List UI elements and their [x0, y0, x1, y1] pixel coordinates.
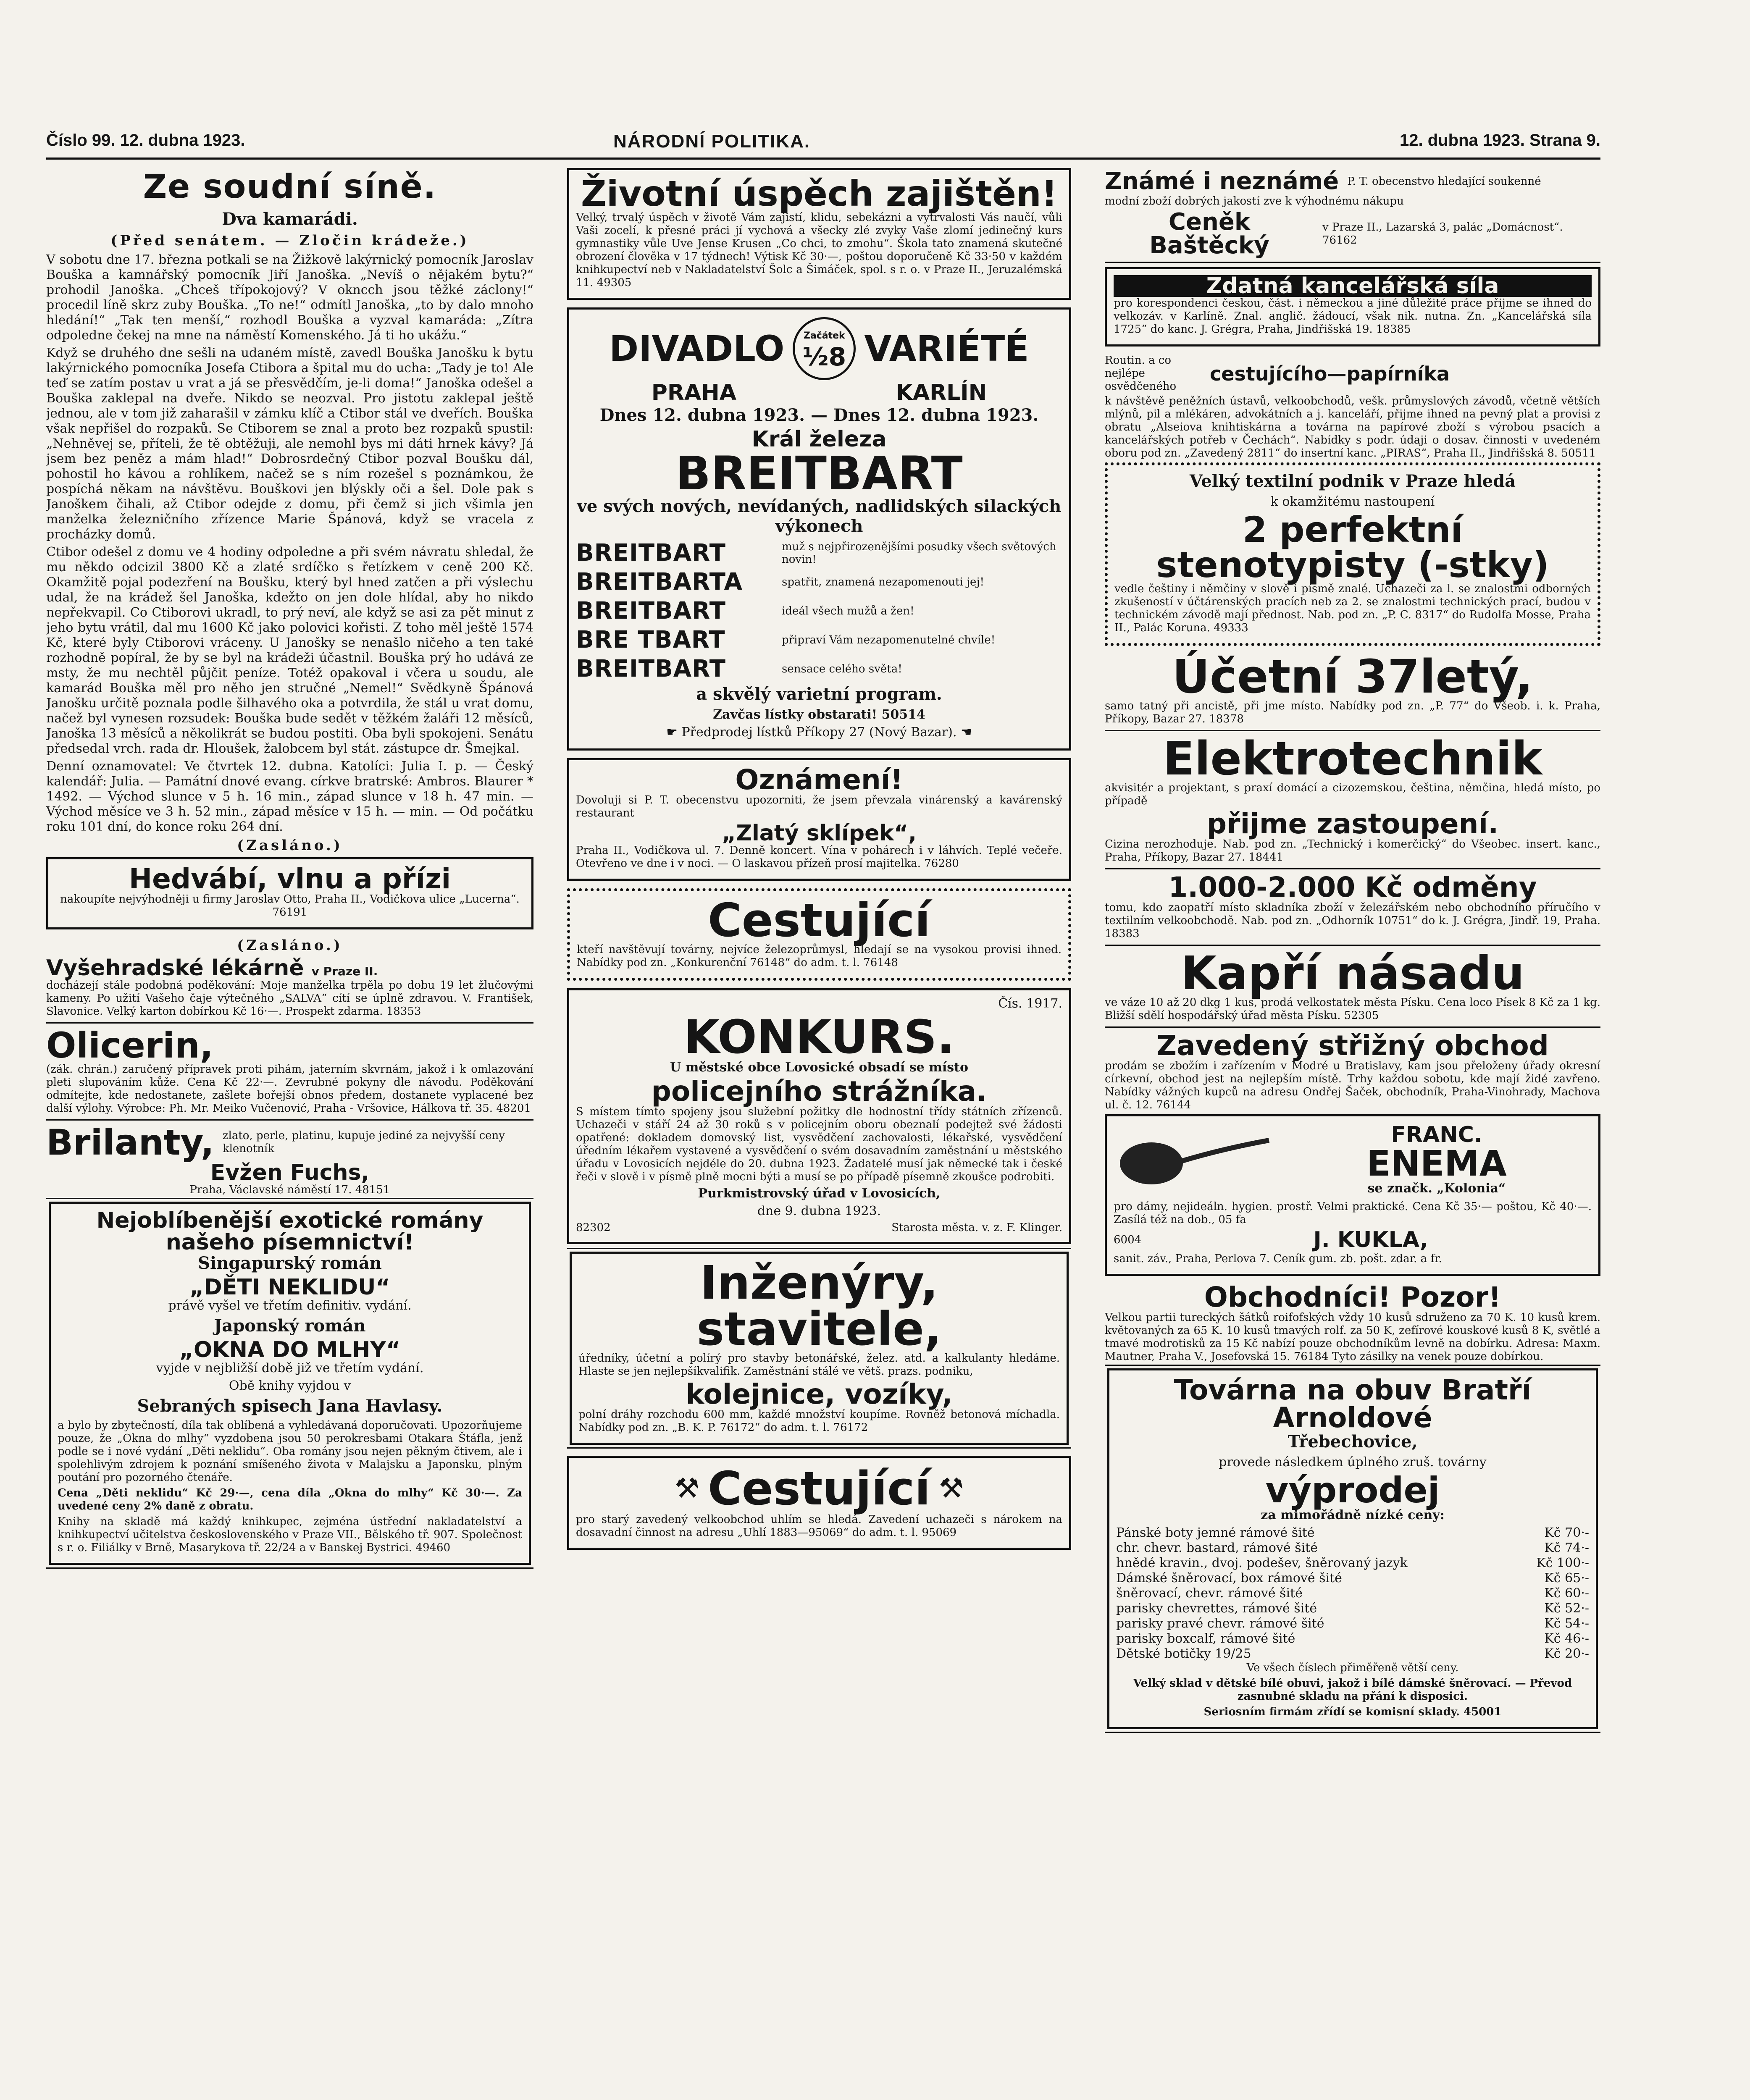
ad-theatre-breitbart: BREITBART [675, 446, 963, 500]
price-item-name: Dětské botičky 19/25 [1116, 1646, 1251, 1661]
ad-cloth-headline: Známé i neznámé [1105, 168, 1339, 195]
ad-competition-signature: Starosta města. v. z. F. Klinger. [891, 1221, 1062, 1234]
ad-paper-header [1105, 354, 1600, 393]
price-item-value: Kč 20·- [1544, 1646, 1589, 1661]
ad-engineers-text: úředníky, účetní a polírý pro stavby betonářské, želez. atd. a kalkulanty hledáme. Hlaste se jen nejlepšíkvalifik. Zaměstnání stálé ve větš. prazs. podniku, [578, 1352, 1060, 1378]
price-row [1116, 1616, 1589, 1631]
ad-shoe-end: Seriosním firmám zřídí se komisní sklady. 45001 [1203, 1706, 1502, 1718]
ad-theatre-row-value: muž s nejpřirozenějšími posudky všech světových novin! [782, 540, 1056, 566]
ad-shoe-prices-title: za mimořádně nízké ceny: [1261, 1508, 1445, 1522]
ad-enema-headline: ENEMA [1366, 1143, 1507, 1184]
ad-accountant-text: samo tatný při ancistě, při jme místo. Nabídky pod zn. „P. 77“ do Všeob. i. k. Praha, Příkopy, Bazar 27. 18378 [1105, 700, 1600, 725]
ad-novels-genre-2: Japonský román [214, 1316, 366, 1336]
price-row [1116, 1586, 1589, 1601]
ad-theatre-cities [576, 382, 1062, 404]
ad-competition [567, 988, 1071, 1244]
ad-novels-note-2: vyjde v nejbližší době již ve třetím vydání. [156, 1361, 424, 1376]
ad-novels-title-1: „DĚTI NEKLIDU“ [189, 1275, 390, 1300]
price-row [1116, 1525, 1589, 1541]
ad-theatre-row-value: ideál všech mužů a žen! [782, 604, 914, 617]
ad-shoe-store: Velký sklad v dětské bílé obuvi, jakož i bílé dámské šněrovací. — Převod zasnubné skladu na přání k disposici. [1133, 1677, 1572, 1703]
ad-theatre-row-value: spatřit, znamená nezapomenouti jej! [782, 575, 984, 588]
ad-reward [1105, 871, 1600, 940]
court-title: Ze soudní síně. [143, 168, 437, 206]
ad-theatre-row [576, 597, 1062, 625]
ad-theatre-row-key: BREITBART [576, 539, 726, 567]
ad-paper-text: k návštěvě peněžních ústavů, velkoobchodů, vešk. průmyslových závodů, včetně větších mlýnů, pil a mlékáren, advokátních a j. kanceláří, přijme ihned na pevný plat a provisi z obratu „Alseiova knihtiskárna a továrna na papírové zboží s výrobou psacích a kancelářských potřeb v Čechách“. Nabídky s podr. údaji o dosav. činnosti v uvedeném oboru pod zn. „Zavedený 2811“ do insertní kanc. „PIRAS“, Praha II., Jindřišská 8. 50511 [1105, 395, 1600, 459]
ad-accountant [1105, 650, 1600, 726]
ad-announcement-text: Dovoluji si P. T. obecenstvu upozorniti, že jsem převzala vinárenský a kavárenský restaurant [576, 794, 1062, 819]
ad-theatre-row-key: BREITBART [576, 597, 726, 625]
column-2 [567, 168, 1071, 1557]
ad-pharmacy [46, 957, 533, 1018]
divider [1105, 945, 1600, 946]
ad-novels [49, 1202, 531, 1565]
pointing-hand-icon: ☛ [666, 725, 682, 740]
ad-electrician-accepts: přijme zastoupení. [1206, 808, 1499, 840]
ad-theatre-program: a skvělý varietní program. [696, 684, 942, 704]
ad-competition-code: 82302 [576, 1221, 611, 1234]
newspaper-page [46, 126, 1600, 2100]
price-item-value: Kč 100·- [1536, 1556, 1589, 1570]
ad-competition-office: Purkmistrovský úřad v Lovosicích, [698, 1186, 941, 1201]
price-item-name: parisky boxcalf, rámové šité [1116, 1631, 1295, 1646]
price-item-value: Kč 52·- [1544, 1601, 1589, 1616]
price-row [1116, 1571, 1589, 1586]
ad-diamonds-text: zlato, perle, platinu, kupuje jediné za nejvyšší ceny klenotník [222, 1129, 505, 1155]
ad-electrician-headline: Elektrotechnik [1163, 732, 1542, 785]
ad-theatre-presale-text: Předprodej lístků Příkopy 27 (Nový Bazar). [681, 725, 957, 740]
ad-textile [1105, 462, 1600, 646]
ad-engineers-headline: Inženýry, stavitele, [696, 1256, 942, 1356]
ad-announcement-name: „Zlatý sklípek“, [722, 821, 917, 846]
ad-office-text: pro korespondenci českou, část. i německou a jiné důležité práce přijme se ihned do velkozáv. v Karlíně. Znal. anglič. žádoucí, však nik. nutna. Zn. „Kancelářská síla 1725“ do kanc. J. Grégra, Praha, Jindřišská 19. 18385 [1114, 297, 1592, 336]
ad-novels-headline: Nejoblíbenější exotické romány našeho písemnictví! [96, 1208, 483, 1255]
ad-textile-headline: 2 perfektní stenotypisty (-stky) [1156, 509, 1549, 585]
ad-coal-traveller [567, 1456, 1071, 1550]
sent-label: (Zasláno.) [237, 837, 343, 854]
price-row [1116, 1556, 1589, 1571]
ad-cloth-shop [1105, 1029, 1600, 1112]
ad-pharmacy-headline [46, 957, 533, 979]
ad-novels-note-1: právě vyšel ve třetím definitiv. vydání. [168, 1298, 412, 1313]
court-paragraph: V sobotu dne 17. března potkali se na Žižkově lakýrnický pomocník Jaroslav Bouška a kamnářský pomocník Jiří Janoška. „Nevíš o nějakém bytu?“ prohodil Janoška. „Chceš třípokojový? V okncch jsou těžké záclony!“ procedil líně skrz zuby Bouška. „To ne!“ odmítl Janoška, „to by dalo mnoho hledání!“ „Tak ten menší,“ rozhodl Bouška a vyzval kamaráda: „Zítra odpoledne čekej na mne na náměstí Komenského. Já ti ho ukážu.“ [46, 252, 533, 343]
price-item-value: Kč 60·- [1544, 1586, 1589, 1601]
divider [46, 1119, 533, 1121]
divider [1105, 1026, 1600, 1028]
ad-cloth-address: v Praze II., Lazarská 3, palác „Domácnost“. 76162 [1322, 221, 1563, 247]
ad-announcement-address: Praha II., Vodičkova ul. 7. Denně koncert. Vína v pohárech i v láhvích. Teplé večeře. Otevřeno ve dne i v noci. — O laskavou přízeň prosí majitelka. 76280 [576, 844, 1062, 870]
newspaper-title: NÁRODNÍ POLITIKA. [613, 131, 811, 152]
ad-cloth [1105, 170, 1600, 257]
ad-olicerin-headline: Olicerin, [46, 1025, 213, 1066]
ad-rails-headline: kolejnice, vozíky, [686, 1378, 953, 1410]
ad-competition-date: dne 9. dubna 1923. [757, 1204, 881, 1218]
ad-paper-traveller [1105, 354, 1600, 460]
ad-electrician-text: akvisitér a projektant, s praxí domácí a cizozemskou, čeština, němčina, hledá místo, po případě [1105, 782, 1600, 807]
ad-competition-headline: KONKURS. [683, 1010, 955, 1064]
ad-enema-header [1114, 1124, 1592, 1199]
price-item-name: Pánské boty jemné rámové šité [1116, 1525, 1315, 1540]
ad-paper-lead: Routin. a co nejlépe osvědčeného [1105, 354, 1177, 393]
ad-pharmacy-name: Vyšehradské lékárně [46, 956, 304, 981]
ad-enema-franc: FRANC. [1391, 1122, 1482, 1147]
ad-theatre-presale [576, 725, 1062, 740]
court-kicker: (Před senátem. — Zločin krádeže.) [110, 232, 469, 249]
crossed-hammers-icon: ⚒ [939, 1472, 964, 1504]
ad-theatre-king: Král železa [752, 427, 887, 452]
ad-silk-text: nakoupíte nejvýhodněji u firmy Jaroslav Otto, Praha II., Vodičkova ulice „Lucerna“. 76191 [60, 893, 520, 919]
ad-travellers-text: kteří navštěvují továrny, nejvíce železoprůmysl, hledají se na vysokou provisi ihned. Nabídky pod zn. „Konkurenční 76148“ do adm. t. l. 76148 [577, 943, 1062, 969]
page-number: 12. dubna 1923. Strana 9. [1400, 131, 1600, 150]
ad-textile-text: vedle češtiny i němčiny v slově i písmě znalé. Uchazeči za l. se znalostmi odborných zkušeností v účtárenských pracích neb za 2. se znalostmi technických prací, budou v technickém závodě mají přednost. Nab. pod zn. „P. C. 8317“ do Rudolfa Mosse, Praha II., Palác Koruna. 49333 [1114, 583, 1591, 634]
ad-silk-headline: Hedvábí, vlnu a přízi [129, 863, 451, 895]
ad-life-success [567, 168, 1071, 300]
ad-enema-text: pro dámy, nejideáln. hygien. prostř. Velmi praktické. Cena Kč 35·— poštou, Kč 40·—. Zasílá též na dob., 05 fa [1114, 1200, 1592, 1226]
ad-merchants-text: Velkou partii tureckých šátků roifofských vždy 10 kusů sdruženo za 70 K. 10 kusů krem. květovaných za 65 K. 10 kusů tmavých rolf. za 50 K, zefírové kouskové kusů 8 K, světlé a tmavé modrotisků za 15 Kč nabízí pouze obchodníkům levně na dobírku. Adresa: Maxm. Mautner, Praha V., Josefovská 15. 76184 Tyto zásilky na venek pouze dobírkou. [1105, 1311, 1600, 1363]
price-item-name: parisky pravé chevr. rámové šité [1116, 1616, 1324, 1631]
ad-enema-seller: J. KUKLA, [1313, 1227, 1428, 1252]
court-paragraph: Když se druhého dne sešli na udaném místě, zavedl Bouška Janošku k bytu lakýrnického pomocníka Josefa Ctibora a špital mu do ucha: „Tady je to! Ale teď se zatím postav u vrat a já se přesvědčím, je-li doma!“ Janoška odešel a Bouška zaklepal na dveře. Nikdo se neozval. Pro jistotu zaklepal ještě jednou, ale v tom již zaharašil v zámku klíč a Ctibor stál ve dveřích. Bouška však nepřišel do rozpaků. Se Ctiborem se znal a proto bez rozpaků spustil: „Nehněvej se, příteli, že tě obtěžuji, ale nemohl bys mi dáti hrnek kávy? Já jsem bez peněz a mám hlad!“ Dobrosrdečný Ctibor pozval Boušku dál, pohostil ho kávou a rohlíkem, načež se s ním rozešel s poznámkou, že pospíchá někam na návštěvu. Bouškovi jen blýskly oči a šel. Dole pak s Janoškem čihali, až Ctibor odejde z domu, při čemž si jich všimla jen manželka železničního zřízence Marie Špánová, když se vracela z procházky domů. [46, 346, 533, 542]
ad-cloth-merchant [1105, 210, 1600, 257]
ad-enema-seller-row [1114, 1229, 1592, 1251]
price-row [1116, 1601, 1589, 1616]
enema-bulb-icon [1114, 1132, 1273, 1191]
ad-office-headline: Zdatná kancelářská síla [1114, 275, 1592, 297]
ad-novels-series: Sebraných spisech Jana Havlasy. [137, 1396, 443, 1416]
ad-theatre-row [576, 539, 1062, 567]
price-row [1116, 1541, 1589, 1556]
price-item-name: šněrovací, chevr. rámové šité [1116, 1586, 1303, 1601]
price-list [1116, 1525, 1589, 1662]
ad-reward-headline: 1.000-2.000 Kč odměny [1168, 871, 1537, 903]
ad-theatre-tickets: Zavčas lístky obstarati! 50514 [713, 707, 925, 722]
ad-enema-address: sanit. záv., Praha, Perlova 7. Ceník gum. zb. pošt. zdar. a fr. [1114, 1252, 1442, 1265]
ad-shoe-sale: výprodej [1265, 1470, 1440, 1511]
ad-enema-code: 6004 [1114, 1233, 1142, 1246]
ad-coal-text: pro starý zavedený velkoobchod uhlím se hledá. Zavedení uchazeči s nárokem na dosavadní činnost na adresu „Uhlí 1883—95069“ do adm. t. l. 95069 [576, 1513, 1062, 1539]
ad-life-text: Velký, trvalý úspěch v životě Vám zajistí, klidu, sebekázni a vytrvalosti Vás naučí, vůli Vaši zocelí, k přesné práci jí vychová a všecky zlé zvyky Vaše zlomí jedinečný kurs gymnastiky vůle Uve Jense Krusen „Co chci, to zmohu“. Škola tato znamená skutečné obrození člověka v 17 týdnech! Výtisk Kč 30·—, poštou doporučeně Kč 33·50 v každém knihkupectví neb v Nakladatelství Šolc a Šimáček, spol. s r. o. v Praze II., Jeruzalémská 11. 49305 [576, 211, 1062, 289]
ad-cloth-text: modní zboží dobrých jakostí zve k výhodnému nákupu [1105, 195, 1404, 207]
ad-theatre-right: VARIÉTÉ [864, 328, 1029, 369]
ad-life-headline: Životní úspěch zajištěn! [581, 173, 1058, 214]
ad-olicerin [46, 1025, 533, 1115]
column-1 [46, 168, 533, 1576]
ad-electrician [1105, 732, 1600, 864]
ad-carp [1105, 946, 1600, 1022]
masthead [46, 126, 1600, 160]
ad-theatre-row [576, 568, 1062, 596]
ad-announcement-headline: Oznámení! [735, 764, 903, 796]
ad-theatre-row-value: sensace celého světa! [782, 662, 902, 675]
ad-novels-genre-1: Singapurský román [198, 1253, 382, 1273]
ad-theatre-logo-top: Začátek [803, 331, 845, 341]
ad-novels-both: Obě knihy vyjdou v [229, 1378, 351, 1393]
price-item-name: parisky chevrettes, rámové šité [1116, 1601, 1317, 1616]
price-item-value: Kč 65·- [1544, 1571, 1589, 1586]
ad-diamonds-jeweler: Evžen Fuchs, [210, 1160, 370, 1185]
ad-theatre-row [576, 626, 1062, 654]
ad-diamonds-row [46, 1122, 533, 1163]
ad-coal-header [576, 1462, 1062, 1515]
ad-diamonds [46, 1122, 533, 1197]
ad-office-worker [1105, 267, 1600, 346]
ad-novels-title-2: „OKNA DO MLHY“ [179, 1337, 401, 1362]
ad-travellers-headline: Cestující [707, 893, 931, 947]
ad-theatre-row-key: BRE TBART [576, 626, 725, 654]
ad-carp-text: ve váze 10 až 20 dkg 1 kus, prodá velkostatek města Písku. Cena loco Písek 8 Kč za 1 kg. Bližší sdělí hospodářský úřad města Písku. 52305 [1105, 996, 1600, 1022]
ad-cloth-pt: P. T. obecenstvo hledající soukenné [1347, 175, 1541, 188]
ad-theatre-praha: PRAHA [651, 380, 736, 405]
ad-electrician-address: Cizina nerozhoduje. Nab. pod zn. „Technický i komerčický“ do Všeobec. insert. kanc., Praha, Příkopy, Bazar 27. 18441 [1105, 838, 1600, 864]
ad-pharmacy-text: docházejí stále podobná poděkování: Moje manželka trpěla po dobu 19 let žlučovými kameny. Po užití Vašeho čaje výtečného „SALVA“ cítí se úplně zdravou. V. František, Slavonice. Velký karton dobírkou Kč 16·—. Prospekt zdarma. 18353 [46, 979, 533, 1018]
price-item-name: Dámské šněrovací, box rámové šité [1116, 1571, 1342, 1586]
price-row [1116, 1631, 1589, 1646]
ad-competition-position: policejního strážníka. [651, 1075, 987, 1108]
ad-competition-sub: U městské obce Lovosické obsadí se místo [670, 1060, 969, 1075]
ad-textile-head: Velký textilní podnik v Praze hledá [1189, 471, 1516, 491]
ad-competition-number: Čís. 1917. [998, 996, 1062, 1011]
ad-theatre-row-key: BREITBARTA [576, 568, 743, 596]
ad-novels-body: a bylo by zbytečností, díla tak oblíbená a vyhledávaná doporučovati. Upozorňujeme pouze, že „Okna do mlhy“ vyzdobena jsou 50 perokresbami Otakara Štáfla, jenž podle se i nové vydání „Děti neklidu“. Oba romány jsou nejen pěkným čtivem, ale i spolehlivým zdrojem k poznání smíšeného života v Malajsku a Japonsku, plným poutání pro pozorného čtenáře. [58, 1419, 522, 1484]
ad-theatre-date: Dnes 12. dubna 1923. — Dnes 12. dubna 1923. [599, 405, 1039, 425]
ad-coal-headline: Cestující [707, 1462, 931, 1515]
divider [1105, 262, 1600, 263]
daily-calendar: Denní oznamovatel: Ve čtvrtek 12. dubna. Katolíci: Julia I. p. — Český kalendář: Julia. — Památní dnové evang. církve bratrské: Ambros. Blaurer * 1492. — Východ slunce v 5 h. 16 min., západ slunce v 18 h. 47 min. — Východ měsíce ve 3 h. 52 min., západ měsíce v 15 h. — min. — Od počátku roku 101 dní, do konce roku 264 dní. [46, 759, 533, 834]
ad-shoe-note: Ve všech číslech přiměřeně větší ceny. [1246, 1662, 1459, 1674]
ad-shoe-town: Třebechovice, [1288, 1432, 1418, 1452]
ad-theatre-header [576, 317, 1062, 380]
ad-merchants-headline: Obchodníci! Pozor! [1204, 1281, 1501, 1313]
ad-enema [1105, 1114, 1600, 1276]
column-3 [1105, 168, 1600, 1740]
ad-novels-end: Knihy na skladě má každý knihkupec, zejména ústřední nakladatelství a knihkupectví učitelstva československého v Praze VII., Bělského tř. 907. Společnost s r. o. Filiálky v Brně, Masarykova tř. 22/24 a v Banskej Bystrici. 49460 [58, 1515, 522, 1554]
ad-announcement [567, 758, 1071, 881]
ad-theatre-row [576, 655, 1062, 682]
ad-engineers [570, 1252, 1069, 1445]
ad-pharmacy-city: v Praze II. [311, 964, 378, 978]
price-item-name: hnědé kravin., dvoj. podešev, šněrovaný jazyk [1116, 1556, 1408, 1570]
ad-theatre-logo-time: ½8 [802, 342, 846, 372]
price-item-name: chr. chevr. bastard, rámové šité [1116, 1541, 1318, 1555]
ad-shoe-factory [1107, 1368, 1598, 1729]
clock-logo-icon [793, 317, 856, 380]
price-item-value: Kč 46·- [1544, 1631, 1589, 1646]
ad-travellers [567, 888, 1071, 981]
price-item-value: Kč 54·- [1544, 1616, 1589, 1631]
ad-reward-text: tomu, kdo zaopatří místo skladníka zboží v železářském nebo obchodního příručího v textilním velkoobchodě. Nab. pod zn. „Odhorník 10751“ do k. J. Grégra, Jindř. 19, Praha. 18383 [1105, 901, 1600, 940]
court-subtitle: Dva kamarádi. [222, 209, 358, 229]
ad-merchants [1105, 1281, 1600, 1363]
ad-competition-footer [576, 1221, 1062, 1234]
price-item-value: Kč 70·- [1544, 1525, 1589, 1540]
ad-rails-text: polní dráhy rozchodu 600 mm, každé množství koupíme. Rovněž betonová míchadla. Nabídky pod zn. „B. K. P. 76172“ do adm. t. l. 76172 [578, 1408, 1060, 1434]
divider [46, 1022, 533, 1024]
pointing-hand-icon: ☚ [956, 725, 972, 740]
ad-accountant-headline: Účetní 37letý, [1172, 650, 1533, 704]
ad-enema-mark: se značk. „Kolonia“ [1367, 1181, 1506, 1196]
ad-theatre-left: DIVADLO [609, 328, 785, 369]
ad-textile-sub: k okamžitému nastoupení [1270, 494, 1435, 509]
ad-enema-brand [1282, 1124, 1592, 1199]
ad-diamonds-headline: Brilanty, [46, 1122, 214, 1163]
ad-olicerin-text: (zák. chrán.) zaručený přípravek proti pihám, jaterním skvrnám, jakož i k omlazování pleti slupováním kůže. Cena Kč 22·—. Zevrubné pokyny dle návodu. Poděkování odmítejte, kde nedostanete, zašlete bořejší obnos předem, dostanete vyplacené bez další výlohy. Výrobce: Ph. Mr. Meiko Vučenović, Praha - Vršovice, Hálkova tř. 35. 48201 [46, 1063, 533, 1115]
ad-shoe-headline: Továrna na obuv Bratří Arnoldové [1174, 1374, 1532, 1434]
ad-theatre-row-key: BREITBART [576, 655, 726, 682]
ad-theatre-karlin: KARLÍN [896, 380, 987, 405]
ad-novels-price: Cena „Děti neklidu“ Kč 29·—, cena díla „Okna do mlhy“ Kč 30·—. Za uvedené ceny 2% daně z obratu. [58, 1487, 522, 1512]
ad-cloth-name: Ceněk Baštěcký [1149, 208, 1269, 259]
ad-silk [46, 857, 533, 929]
ad-cloth-row [1105, 170, 1600, 193]
ad-shoe-intro: provede následkem úplného zruš. továrny [1219, 1455, 1487, 1470]
ad-variety-theatre [567, 307, 1071, 751]
ad-competition-text: S místem tímto spojeny jsou služební požitky dle hodnostní třídy státních zřízenců. Uchazeči v stáří 24 až 30 roků s v policejním oboru obeznalí podejtež své žádosti opatřené: dokladem domovský list, vysvědčení zachovalosti, lékařské, vysvědčení úředním lékařem vystavené a vysvědčení o svém dosavadním zaměstnání u městského úřadu v Lovosicích nejdéle do 20. dubna 1923. Žadatelé musí jak německé tak i české řeči v slově i v písmě plně mocni býti a musí se po případě písemně zkoušce podrobiti. [576, 1105, 1062, 1183]
ad-cloth-shop-headline: Zavedený střižný obchod [1156, 1029, 1549, 1062]
issue-number: Číslo 99. 12. dubna 1923. [46, 131, 245, 150]
ad-carp-headline: Kapří násadu [1181, 946, 1524, 1000]
crossed-hammers-icon: ⚒ [674, 1472, 699, 1504]
ad-theatre-row-value: připraví Vám nezapomenutelné chvíle! [782, 633, 996, 646]
divider [1105, 730, 1600, 731]
sent-label: (Zasláno.) [237, 937, 343, 954]
ad-cloth-shop-text: prodám se zbožím i zařízením v Modré u Bratislavy, kam jsou přeloženy úřady okresní církevní, obchod jest na nejlepším místě. Trhy každou sobotu, kde mají židé zavřeno. Nabídky vážných kupců na adresu Ondřej Šaček, obchodník, Praha-Vinohrady, Machova ul. č. 12. 76144 [1105, 1060, 1600, 1111]
ad-paper-headline: cestujícího—papírníka [1210, 362, 1450, 385]
ad-theatre-tagline: ve svých nových, nevídaných, nadlidských silackých výkonech [577, 496, 1062, 536]
price-row [1116, 1646, 1589, 1662]
divider [1105, 868, 1600, 869]
ad-diamonds-address: Praha, Václavské náměstí 17. 48151 [189, 1184, 390, 1196]
price-item-value: Kč 74·- [1544, 1541, 1589, 1555]
court-paragraph: Ctibor odešel z domu ve 4 hodiny odpoledne a při svém návratu shledal, že mu někdo odcizil 3800 Kč a zlaté srdíčko s řetízkem v ceně 200 Kč. Okamžitě pojal podezření na Boušku, který byl hned zatčen a při výslechu udal, že na krádež šel Janoška, kdežto on jen dole hlídal, aby ho nikdo nepřekvapil. Co Ctiborovi ukradl, to prý neví, ale když se asi za pět minut z jeho bytu vrátil, dal mu 1600 Kč jako polovici kořisti. Z toho měl ještě 1574 Kč, které byly Ctiborovi vráceny. U Janošky se nenašlo ničeho a ten také rozhodně popíral, že by se byl na krádeži účastnil. Bouška prý ho udává ze msty, že mu nechtěl půjčit peníze. Totéž opakoval i včera u soudu, ale kamarád Bouška měl pro něho jen stručné „Nemel!“ Svědkyně Špánová Janošku určitě poznala podle šilhavého oka a potvrdila, že stál u vrat domu, načež byl vynesen rozsudek: Bouška bude sedět v těžkém žaláři 12 měsíců, Janoška 13 měsíců a několikrát se budou postiti. Oba byli spokojeni. Senátu předsedal vrch. rada dr. Hloušek, žalobcem byl stát. zástupce dr. Šmejkal. [46, 545, 533, 756]
